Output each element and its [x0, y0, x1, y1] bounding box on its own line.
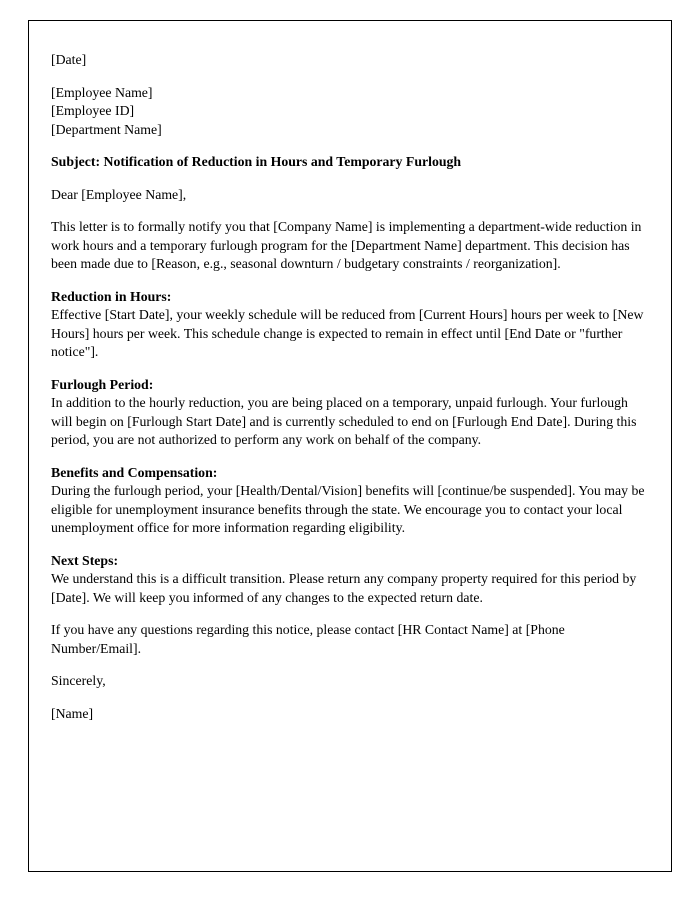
section-benefits-and-compensation — [51, 464, 649, 538]
recipient-block — [51, 84, 649, 140]
signoff: Sincerely, — [51, 673, 106, 688]
section-next-steps — [51, 552, 649, 608]
section-heading: Benefits and Compensation: — [51, 464, 218, 480]
signature-name: [Name] — [51, 705, 94, 721]
section-heading: Next Steps: — [51, 552, 119, 568]
section-reduction-in-hours — [51, 288, 649, 362]
section-heading: Furlough Period: — [51, 376, 154, 392]
recipient-department: [Department Name] — [51, 121, 162, 137]
closing-paragraph: If you have any questions regarding this notice, please contact [HR Contact Name] at [Phone Number/Email]. — [51, 622, 565, 656]
letter-page — [28, 20, 672, 872]
section-furlough-period — [51, 376, 649, 450]
letter-date: [Date] — [51, 52, 87, 67]
section-heading: Reduction in Hours: — [51, 288, 172, 304]
letter-content — [29, 21, 671, 723]
salutation: Dear [Employee Name], — [51, 186, 187, 202]
section-body: During the furlough period, your [Health/Dental/Vision] benefits will [continue/be suspended]. You may be eligible for unemployment insurance benefits through the state. We encourage you to contact your local unemployment office for more information regarding eligibility. — [51, 483, 645, 535]
intro-paragraph: This letter is to formally notify you that [Company Name] is implementing a department-wide reduction in work hours and a temporary furlough program for the [Department Name] department. This decision has been made due to [Reason, e.g., seasonal downturn / budgetary constraints / reorganization]. — [51, 219, 642, 271]
recipient-id: [Employee ID] — [51, 103, 135, 118]
section-body: Effective [Start Date], your weekly schedule will be reduced from [Current Hours] hours per week to [New Hours] hours per week. This schedule change is expected to remain in effect until [End Date or "further notice"]. — [51, 307, 644, 359]
section-body: In addition to the hourly reduction, you are being placed on a temporary, unpaid furlough. Your furlough will begin on [Furlough Start Date] and is currently scheduled to end on [Furlough End Date]. During this period, you are not authorized to perform any work on behalf of the company. — [51, 395, 637, 447]
section-body: We understand this is a difficult transition. Please return any company property required for this period by [Date]. We will keep you informed of any changes to the expected return date. — [51, 571, 637, 605]
subject-line: Subject: Notification of Reduction in Hours and Temporary Furlough — [51, 154, 462, 169]
recipient-name: [Employee Name] — [51, 84, 153, 100]
